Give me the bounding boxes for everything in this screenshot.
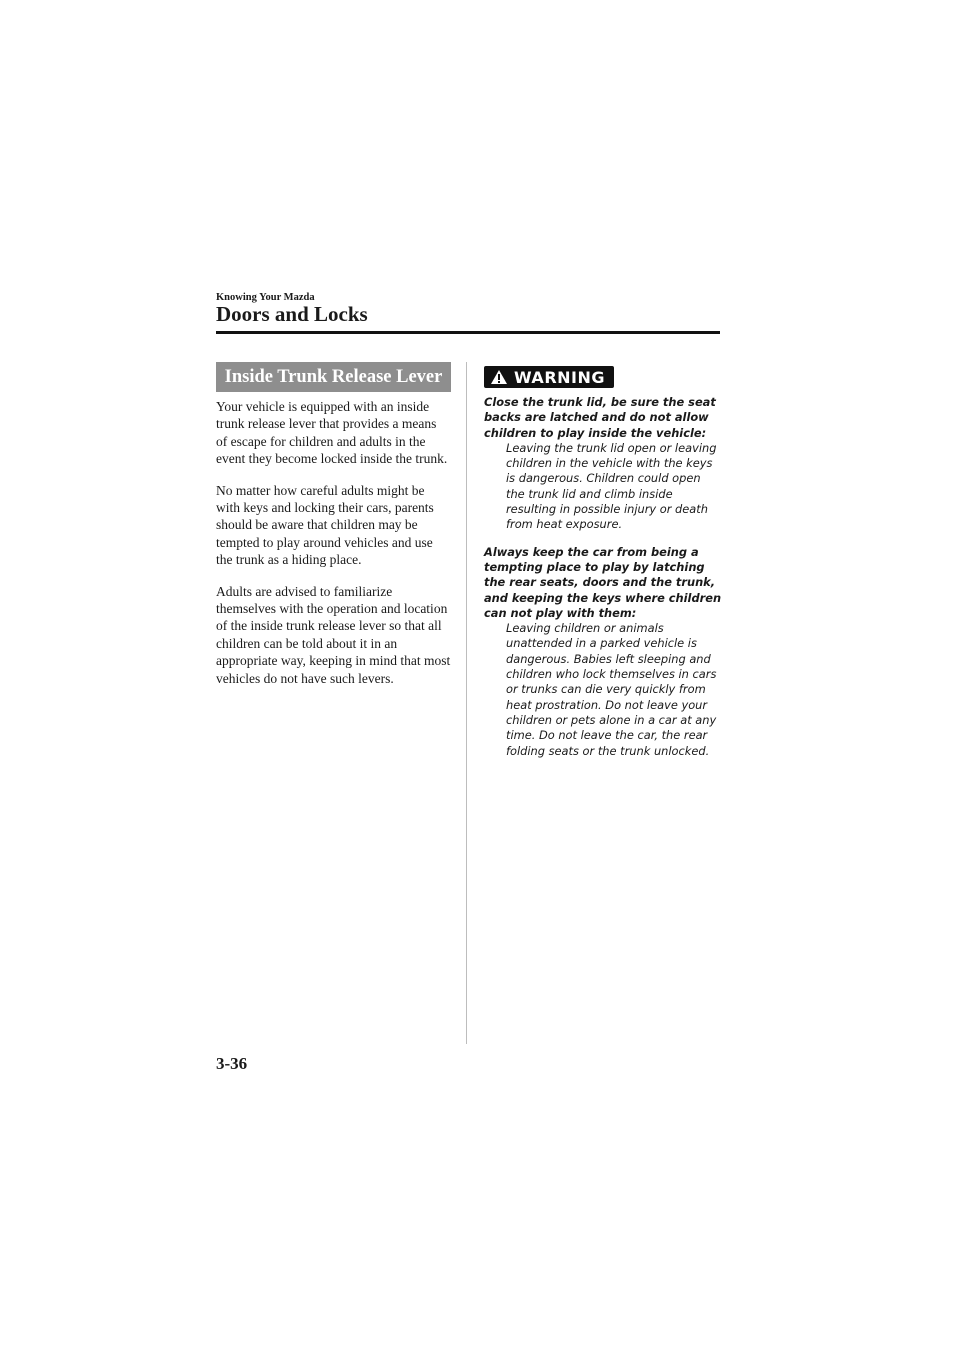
warning-lead: Always keep the car from being a tempting place to play by latching the rear seats, doors and the trunk, and keeping the keys where children can not play with them: [484,544,722,620]
page-number: 3-36 [216,1054,248,1073]
chapter-label: Knowing Your Mazda [216,292,315,303]
left-column [216,362,451,701]
warning-item [484,395,722,533]
column-divider [466,362,467,1044]
header-rule [216,331,720,334]
paragraph: Your vehicle is equipped with an inside trunk release lever that provides a means of escape for children and adults in the event they become locked inside the trunk. [216,399,448,467]
section-title: Doors and Locks [216,302,368,326]
warning-label: WARNING [514,367,605,387]
warning-triangle-icon [490,369,508,385]
paragraph: Adults are advised to familiarize themselves with the operation and location of the inside trunk release lever so that all children can be told about it in an appropriate way, keeping in mind that most vehicles do not have such levers. [216,583,451,686]
warning-body: Leaving children or animals unattended in a parked vehicle is dangerous. Babies left sleeping and children who lock themselves in cars or trunks can die very quickly from heat prostration. Do not leave your children or pets alone in a car at any time. Do not leave the car, the rear folding seats or the trunk unlocked. [506,621,717,758]
warning-badge [484,366,614,388]
topic-heading: Inside Trunk Release Lever [216,362,451,392]
paragraph: No matter how careful adults might be with keys and locking their cars, parents should be aware that children may be tempted to play around vehicles and use the trunk as a hiding place. [216,482,434,568]
warning-item [484,545,722,759]
right-column [484,366,722,771]
warning-lead: Close the trunk lid, be sure the seat backs are latched and do not allow children to play inside the vehicle: [484,395,716,440]
warning-body: Leaving the trunk lid open or leaving children in the vehicle with the keys is dangerous. Children could open the trunk lid and climb inside resulting in possible injury or death from heat exposure. [506,440,717,532]
